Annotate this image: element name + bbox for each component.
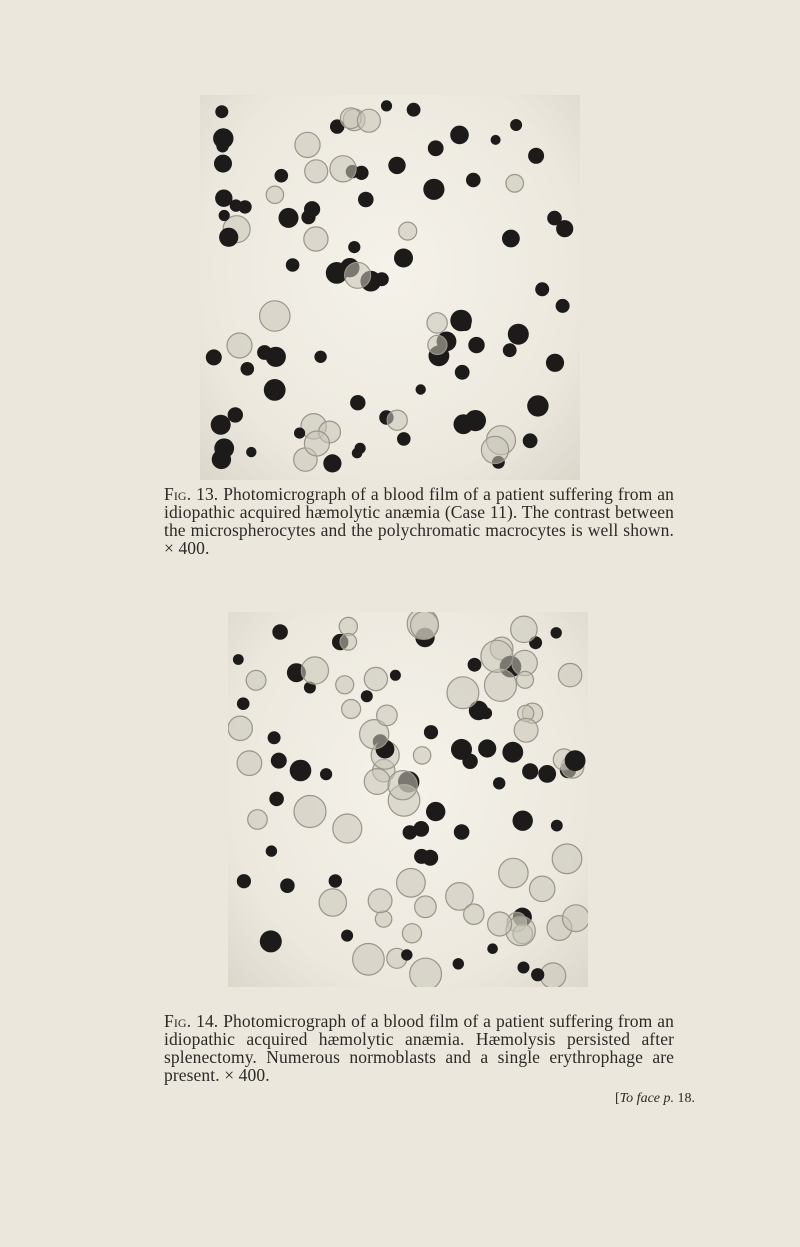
dense-cell bbox=[314, 351, 326, 363]
dense-cell bbox=[426, 802, 445, 821]
pale-cell bbox=[506, 175, 524, 193]
dense-cell bbox=[304, 201, 320, 217]
pale-cell bbox=[499, 858, 528, 887]
pale-cell bbox=[353, 944, 385, 976]
pale-cell bbox=[411, 612, 439, 639]
dense-cell bbox=[424, 725, 438, 739]
pale-cell bbox=[227, 333, 252, 358]
pale-cell bbox=[530, 876, 555, 901]
pale-cell bbox=[364, 667, 387, 690]
dense-cell bbox=[266, 845, 277, 856]
pale-cell bbox=[517, 671, 534, 688]
dense-cell bbox=[455, 365, 470, 380]
dense-cell bbox=[206, 349, 222, 365]
dense-cell bbox=[260, 930, 282, 952]
dense-cell bbox=[531, 968, 544, 981]
pale-cell bbox=[228, 716, 252, 740]
dense-cell bbox=[416, 384, 426, 394]
dense-cell bbox=[381, 100, 392, 111]
pale-cell bbox=[248, 810, 268, 830]
dense-cell bbox=[323, 454, 341, 472]
dense-cell bbox=[513, 811, 533, 831]
dense-cell bbox=[271, 753, 287, 769]
pale-cell bbox=[377, 705, 398, 726]
figure-14-magnification: × 400. bbox=[224, 1065, 270, 1085]
dense-cell bbox=[390, 670, 401, 681]
dense-cell bbox=[503, 343, 517, 357]
figure-14-caption bbox=[164, 1012, 674, 1084]
pale-cell bbox=[558, 663, 581, 686]
pale-cell bbox=[427, 313, 447, 333]
dense-cell bbox=[454, 824, 470, 840]
pale-cell bbox=[388, 771, 417, 800]
dense-cell bbox=[219, 228, 238, 247]
pale-cell bbox=[345, 262, 371, 288]
dense-cell bbox=[211, 415, 231, 435]
dense-cell bbox=[523, 433, 538, 448]
dense-cell bbox=[453, 958, 464, 969]
dense-cell bbox=[264, 379, 286, 401]
pale-cell bbox=[410, 958, 442, 987]
pale-cell bbox=[336, 676, 354, 694]
dense-cell bbox=[257, 345, 272, 360]
dense-cell bbox=[269, 792, 284, 807]
dense-cell bbox=[237, 874, 251, 888]
pale-cell bbox=[464, 904, 484, 924]
dense-cell bbox=[551, 627, 562, 638]
dense-cell bbox=[212, 450, 231, 469]
dense-cell bbox=[428, 140, 444, 156]
photomicrograph-figure-14 bbox=[228, 612, 588, 987]
dense-cell bbox=[350, 395, 365, 410]
dense-cell bbox=[556, 220, 573, 237]
pale-cell bbox=[333, 814, 362, 843]
pale-cell bbox=[260, 301, 290, 331]
dense-cell bbox=[275, 169, 289, 183]
blood-film-image-13 bbox=[200, 95, 580, 480]
pale-cell bbox=[246, 670, 266, 690]
facing-page-label: To face p. bbox=[619, 1091, 674, 1106]
pale-cell bbox=[342, 700, 361, 719]
dense-cell bbox=[538, 765, 556, 783]
dense-cell bbox=[280, 878, 295, 893]
pale-cell bbox=[330, 156, 356, 182]
figure-13-caption-text: Photomicrograph of a blood film of a patient suffering from an idiopathic acquired hæmolytic anæmia (Case 11). The contrast between the microspherocytes and the polychromatic macrocytes is well shown. bbox=[164, 484, 674, 540]
dense-cell bbox=[233, 654, 244, 665]
dense-cell bbox=[290, 760, 312, 782]
dense-cell bbox=[388, 157, 405, 174]
pale-cell bbox=[304, 431, 329, 456]
dense-cell bbox=[518, 962, 530, 974]
pale-cell bbox=[387, 410, 407, 430]
pale-cell bbox=[304, 227, 328, 251]
dense-cell bbox=[493, 777, 505, 789]
dense-cell bbox=[466, 173, 481, 188]
dense-cell bbox=[213, 128, 233, 148]
dense-cell bbox=[238, 200, 251, 213]
dense-cell bbox=[214, 155, 232, 173]
dense-cell bbox=[556, 299, 570, 313]
pale-cell bbox=[413, 747, 430, 764]
figure-14-label: Fig. 14. bbox=[164, 1011, 219, 1031]
dense-cell bbox=[468, 337, 484, 353]
dense-cell bbox=[228, 407, 243, 422]
dense-cell bbox=[480, 707, 492, 719]
dense-cell bbox=[294, 428, 305, 439]
dense-cell bbox=[246, 447, 256, 457]
dense-cell bbox=[219, 210, 230, 221]
dense-cell bbox=[286, 258, 300, 272]
pale-cell bbox=[295, 132, 320, 157]
dense-cell bbox=[510, 119, 522, 131]
figure-13-label: Fig. 13. bbox=[164, 484, 219, 504]
dense-cell bbox=[279, 208, 299, 228]
dense-cell bbox=[551, 820, 563, 832]
dense-cell bbox=[565, 750, 586, 771]
dense-cell bbox=[468, 658, 482, 672]
dense-cell bbox=[407, 103, 421, 117]
pale-cell bbox=[294, 796, 326, 828]
dense-cell bbox=[215, 105, 228, 118]
pale-cell bbox=[266, 186, 283, 203]
pale-cell bbox=[552, 844, 582, 874]
dense-cell bbox=[422, 850, 438, 866]
dense-cell bbox=[535, 282, 549, 296]
pale-cell bbox=[340, 634, 357, 651]
dense-cell bbox=[237, 697, 250, 710]
dense-cell bbox=[487, 943, 498, 954]
dense-cell bbox=[329, 874, 342, 887]
dense-cell bbox=[527, 395, 548, 416]
pale-cell bbox=[514, 718, 538, 742]
pale-cell bbox=[305, 160, 328, 183]
dense-cell bbox=[528, 148, 544, 164]
pale-cell bbox=[357, 109, 380, 132]
dense-cell bbox=[502, 230, 520, 248]
pale-cell bbox=[368, 889, 392, 913]
dense-cell bbox=[546, 354, 564, 372]
blood-film-image-14 bbox=[228, 612, 588, 987]
figure-13-magnification: × 400. bbox=[164, 538, 210, 558]
pale-cell bbox=[563, 905, 589, 932]
dense-cell bbox=[450, 310, 472, 332]
pale-cell bbox=[397, 869, 426, 898]
dense-cell bbox=[450, 126, 469, 145]
pale-cell bbox=[447, 677, 479, 709]
pale-cell bbox=[481, 640, 513, 672]
pale-cell bbox=[428, 335, 447, 354]
dense-cell bbox=[423, 179, 444, 200]
dense-cell bbox=[508, 324, 529, 345]
dense-cell bbox=[401, 949, 412, 960]
dense-cell bbox=[522, 763, 538, 779]
pale-cell bbox=[402, 924, 421, 943]
facing-page-note: [To face p. 18. bbox=[615, 1091, 695, 1106]
dense-cell bbox=[272, 624, 288, 640]
pale-cell bbox=[375, 911, 391, 927]
figure-14-caption-text: Photomicrograph of a blood film of a patient suffering from an idiopathic acquired hæmolytic anæmia. Hæmolysis persisted after splenectomy. Numerous normoblasts and a single erythrophage are present. bbox=[164, 1011, 674, 1085]
dense-cell bbox=[502, 742, 523, 763]
pale-cell bbox=[481, 436, 508, 463]
pale-cell bbox=[319, 889, 346, 916]
dense-cell bbox=[358, 192, 374, 208]
dense-cell bbox=[403, 825, 417, 839]
pale-cell bbox=[301, 657, 328, 684]
dense-cell bbox=[341, 930, 353, 942]
dense-cell bbox=[241, 362, 255, 376]
facing-page-number: 18. bbox=[677, 1091, 695, 1106]
dense-cell bbox=[348, 241, 360, 253]
pale-cell bbox=[488, 912, 512, 936]
dense-cell bbox=[478, 739, 496, 757]
pale-cell bbox=[399, 222, 417, 240]
pale-cell bbox=[415, 896, 437, 918]
dense-cell bbox=[320, 768, 332, 780]
dense-cell bbox=[268, 731, 281, 744]
pale-cell bbox=[339, 617, 357, 635]
dense-cell bbox=[352, 448, 363, 459]
dense-cell bbox=[361, 690, 373, 702]
dense-cell bbox=[462, 754, 477, 769]
pale-cell bbox=[237, 751, 262, 776]
figure-13-caption bbox=[164, 485, 674, 557]
photomicrograph-figure-13 bbox=[200, 95, 580, 480]
dense-cell bbox=[491, 135, 501, 145]
dense-cell bbox=[394, 249, 413, 268]
pale-cell bbox=[511, 616, 537, 642]
dense-cell bbox=[397, 432, 411, 446]
dense-cell bbox=[454, 414, 474, 434]
pale-cell bbox=[364, 769, 390, 795]
pale-cell bbox=[485, 669, 517, 701]
